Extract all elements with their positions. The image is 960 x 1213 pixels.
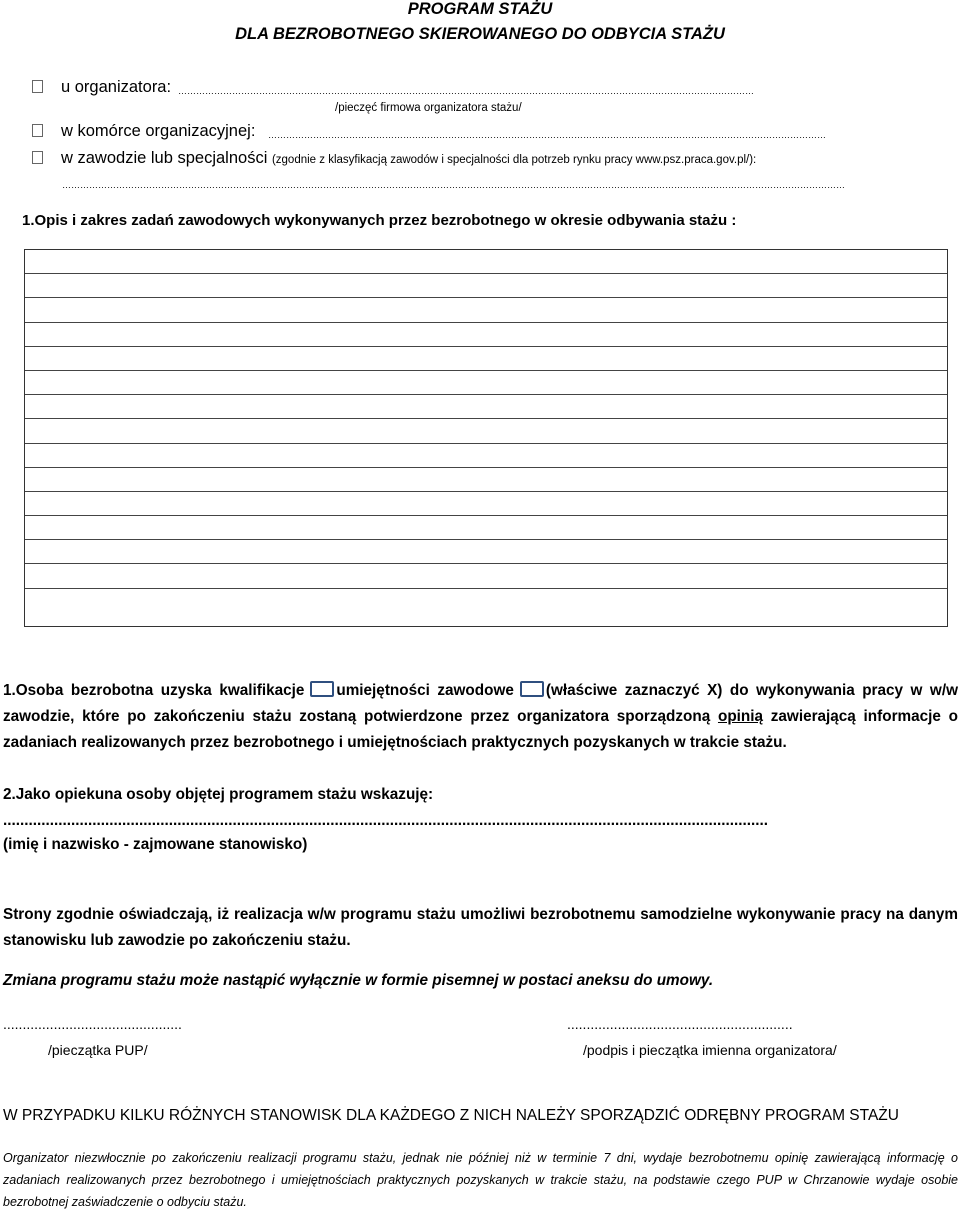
grid-row[interactable]: [25, 250, 947, 274]
skills-checkbox[interactable]: [520, 681, 544, 697]
organizer-signature-caption: /podpis i pieczątka imienna organizatora/: [583, 1042, 837, 1058]
profession-label: w zawodzie lub specjalności: [61, 149, 268, 167]
bullet-square-icon: [32, 80, 43, 93]
supervisor-input-dots[interactable]: ....................................................................................................................................................................................: [3, 812, 768, 829]
profession-note: (zgodnie z klasyfikacją zawodów i specjalności dla potrzeb rynku pracy www.psz.praca.gov.pl/):: [271, 154, 757, 166]
qualification-text-end: zawierającą informacje o zadaniach realizowanych przez bezrobotnego i umiejętnościach praktycznych pozyskanych w trakcie stażu.: [3, 708, 959, 751]
grid-row[interactable]: [25, 274, 947, 298]
declaration-text: Strony zgodnie oświadczają, iż realizacja w/w programu stażu umożliwi bezrobotnemu samodzielne wykonywanie pracy na danym stanowisku lub zawodzie po zakończeniu stażu.: [3, 906, 958, 949]
qualification-checkbox[interactable]: [310, 681, 334, 697]
grid-row[interactable]: [25, 298, 947, 322]
grid-row[interactable]: [25, 516, 947, 540]
qualification-text-start: 1.Osoba bezrobotna uzyska kwalifikacje: [3, 682, 305, 699]
grid-row[interactable]: [25, 371, 947, 395]
grid-row[interactable]: [25, 492, 947, 516]
grid-row[interactable]: [25, 323, 947, 347]
section1-title: 1.Opis i zakres zadań zawodowych wykonywanych przez bezrobotnego w okresie odbywania stażu :: [22, 212, 737, 229]
footer-note: Organizator niezwłocznie po zakończeniu realizacji programu stażu, jednak nie później niż w terminie 7 dni, wydaje bezrobotnemu opinię zawierającą informację o zadaniach realizowanych przez bezrobotnego i umiejętnościach praktycznych pozyskanych w trakcie stażu, na podstawie czego PUP w Chrzanowie wydaje osobie bezrobotnej zaświadczenie o odbyciu stażu.: [3, 1151, 958, 1209]
qualification-text-middle: (właściwe zaznaczyć X) do wykonywania pracy w w/w zawodzie, które po zakończeniu stażu zostaną potwierdzone przez organizatora sporządzoną: [3, 682, 958, 725]
amendment-text: Zmiana programu stażu może nastąpić wyłącznie w formie pisemnej w postaci aneksu do umowy.: [3, 972, 714, 989]
supervisor-caption: (imię i nazwisko - zajmowane stanowisko): [3, 836, 308, 853]
bullet-square-icon: [32, 124, 43, 137]
unit-input-dots[interactable]: ……………………………………………………………………………………………………………………………………………………………………: [268, 130, 826, 140]
bullet-square-icon: [32, 151, 43, 164]
organizer-stamp-caption: /pieczęć firmowa organizatora stażu/: [335, 102, 522, 114]
unit-line: [32, 122, 255, 141]
tasks-grid[interactable]: [24, 249, 948, 627]
multi-position-note: W PRZYPADKU KILKU RÓŻNYCH STANOWISK DLA KAŻDEGO Z NICH NALEŻY SPORZĄDZIĆ ODRĘBNY PROGRAM STAŻU: [3, 1107, 899, 1124]
organizer-signature-dots[interactable]: ..........................................................: [567, 1016, 793, 1032]
qualification-paragraph: [3, 678, 958, 756]
organizer-input-dots[interactable]: …………………………………………………………………………………………………………………………………………………………………………: [178, 86, 754, 96]
grid-row[interactable]: [25, 468, 947, 492]
grid-row[interactable]: [25, 540, 947, 564]
organizer-line: [32, 78, 171, 97]
page-subtitle: DLA BEZROBOTNEGO SKIEROWANEGO DO ODBYCIA STAŻU: [235, 25, 725, 43]
profession-input-dots[interactable]: ………………………………………………………………………………………………………………………………………………………………………………………………………………………………………: [62, 180, 845, 190]
opinion-word: opinią: [717, 708, 764, 725]
grid-row[interactable]: [25, 419, 947, 443]
grid-row[interactable]: [25, 347, 947, 371]
skills-option-label: umiejętności zawodowe: [336, 682, 514, 699]
page-title: PROGRAM STAŻU: [407, 0, 553, 18]
grid-row[interactable]: [25, 395, 947, 419]
pup-signature-dots[interactable]: ..............................................: [3, 1016, 182, 1032]
grid-row[interactable]: [25, 589, 947, 613]
profession-line: [32, 149, 756, 168]
organizer-label: u organizatora:: [61, 78, 172, 96]
pup-stamp-caption: /pieczątka PUP/: [48, 1042, 148, 1058]
grid-row[interactable]: [25, 564, 947, 588]
section2-title: 2.Jako opiekuna osoby objętej programem stażu wskazuję:: [3, 786, 434, 803]
unit-label: w komórce organizacyjnej:: [61, 122, 256, 140]
grid-row[interactable]: [25, 444, 947, 468]
